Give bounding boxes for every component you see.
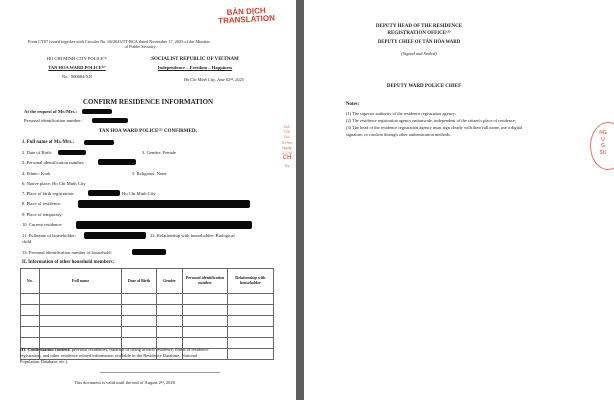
col-no: No. bbox=[21, 269, 40, 294]
note-3-cont: signature, or confirm through other authentication methods. bbox=[346, 132, 451, 137]
table-row bbox=[21, 316, 274, 327]
section-other-members: II. Information of other household members: bbox=[22, 260, 115, 265]
table-row bbox=[21, 327, 274, 338]
redacted-birth-place bbox=[88, 190, 120, 196]
item-relationship-cont: child bbox=[22, 239, 32, 244]
city-police-heading: HO CHI MINH CITY POLICE⁽¹⁾ bbox=[46, 56, 108, 61]
signer-title-1: DEPUTY HEAD OF THE RESIDENCE bbox=[375, 24, 463, 29]
signed-and-sealed: (Signed and Sealed) bbox=[401, 51, 437, 56]
item-household-id: 13. Personal identification number of household: bbox=[22, 250, 112, 255]
id-label: Personal identification number: bbox=[24, 118, 82, 123]
col-full-name: Full name bbox=[39, 269, 122, 294]
redacted-id bbox=[92, 118, 128, 123]
item-personal-id: 3. Personal identification number: bbox=[22, 160, 85, 165]
ward-chief-title: DEPUTY WARD POLICE CHIEF bbox=[386, 84, 462, 89]
col-relationship: Relationship with householder bbox=[227, 269, 273, 294]
ward-police-heading: TAN HOA WARD POLICE⁽²⁾ bbox=[48, 65, 106, 70]
request-label: At the request of Mr./Mrs.: bbox=[24, 109, 78, 114]
col-gender: Gender bbox=[156, 269, 183, 294]
margin-stamp-left: ĐÀ TÔI Số: S.Pho Ngày 1 2 M CH Ký bbox=[281, 124, 293, 168]
notes-title: Notes: bbox=[346, 102, 360, 107]
confirms-heading: TAN HOA WARD POLICE⁽²⁾ CONFIRMED: bbox=[98, 129, 198, 134]
table-row bbox=[21, 294, 274, 305]
item-ethnic: 4. Ethnic: Kinh bbox=[22, 171, 51, 176]
redacted-personal-id bbox=[98, 159, 136, 165]
document-page-2 bbox=[304, 0, 614, 400]
note-1: (1) The superior authority of the residence registration agency; bbox=[346, 111, 457, 116]
note-2: (2) The residence registration agency nationwide, independent of the citizen's place of residence; bbox=[346, 118, 517, 123]
table-row bbox=[21, 305, 274, 316]
item-place-of-birth-city: Ho Chi Minh City bbox=[122, 191, 156, 196]
item-place-of-birth: 7. Place of birth registration: bbox=[22, 191, 75, 196]
confirmation-text-2: registration, and other residence related information available in the Residence Database, National bbox=[20, 353, 198, 358]
signer-title-3: DEPUTY CHIEF OF TÂN HÒA WARD bbox=[377, 40, 461, 45]
item-relationship: 12. Relationship with householder: Biological bbox=[150, 233, 235, 238]
place-and-date: Ho Chi Minh City, June 02ⁿᵈ, 2025 bbox=[184, 77, 244, 82]
redacted-householder bbox=[84, 232, 146, 239]
form-intro-line-1: Form CT07 issued together with Circular No. 66/2023/TT-BCA dated November 17, 2023 of the Minister bbox=[28, 39, 210, 44]
document-title: CONFIRM RESIDENCE INFORMATION bbox=[82, 98, 214, 106]
validity-note: This document is valid until the end of August 2ⁿᵈ, 2026 bbox=[74, 380, 175, 385]
redacted-dob bbox=[58, 150, 86, 155]
translation-stamp: BẢN DỊCH TRANSLATION bbox=[217, 5, 276, 26]
confirmation-content bbox=[20, 348, 208, 353]
redacted-current-residence bbox=[76, 221, 252, 229]
item-current-residence: 10. Current residence: bbox=[22, 222, 63, 227]
country-heading: SOCIALIST REPUBLIC OF VIETNAM bbox=[151, 57, 239, 62]
item-full-name: 1. Full name of Mr./Mrs.: bbox=[22, 140, 74, 145]
item-residence: 8. Place of residence: bbox=[22, 201, 62, 206]
col-personal-id: Personal identification number bbox=[183, 269, 227, 294]
form-intro-line-2: of Public Security bbox=[124, 44, 156, 49]
margin-stamp-right: NG U G SU bbox=[599, 130, 607, 156]
col-date-of-birth: Date of Birth bbox=[122, 269, 156, 294]
item-native-place: 6. Native place: Ho Chi Minh City bbox=[22, 181, 86, 186]
item-gender: 3. Gender: Female bbox=[142, 150, 177, 155]
confirmation-label: III. Confirmation content: bbox=[20, 347, 71, 352]
redacted-residence bbox=[78, 200, 250, 208]
document-page-1 bbox=[0, 0, 296, 400]
redacted-household-id bbox=[132, 249, 166, 255]
redacted-name bbox=[82, 109, 112, 114]
confirmation-text-3: Population Database, etc.). bbox=[20, 359, 69, 364]
note-3: (3) The head of the residence registration agency must sign clearly with their full name, use a digital bbox=[346, 125, 523, 130]
confirmation-text-1: previous residences, duration of living at each residence, forms of residence bbox=[70, 347, 209, 352]
redacted-full-name bbox=[84, 140, 114, 145]
item-temporary: 9. Place of temporary: bbox=[22, 212, 63, 217]
signature-line bbox=[100, 372, 220, 373]
item-date-of-birth: 2. Date of Birth: bbox=[22, 150, 53, 155]
signer-title-2: REGISTRATION OFFICE⁽³⁾ bbox=[387, 31, 451, 36]
item-religious: 5. Religious: None bbox=[132, 171, 167, 176]
motto: Independence – Freedom – Happiness bbox=[157, 65, 233, 70]
document-number: No.: 000684/XN bbox=[61, 74, 93, 79]
table-header-row bbox=[21, 269, 274, 294]
item-householder: 11. Fullname of householder: bbox=[22, 233, 76, 238]
